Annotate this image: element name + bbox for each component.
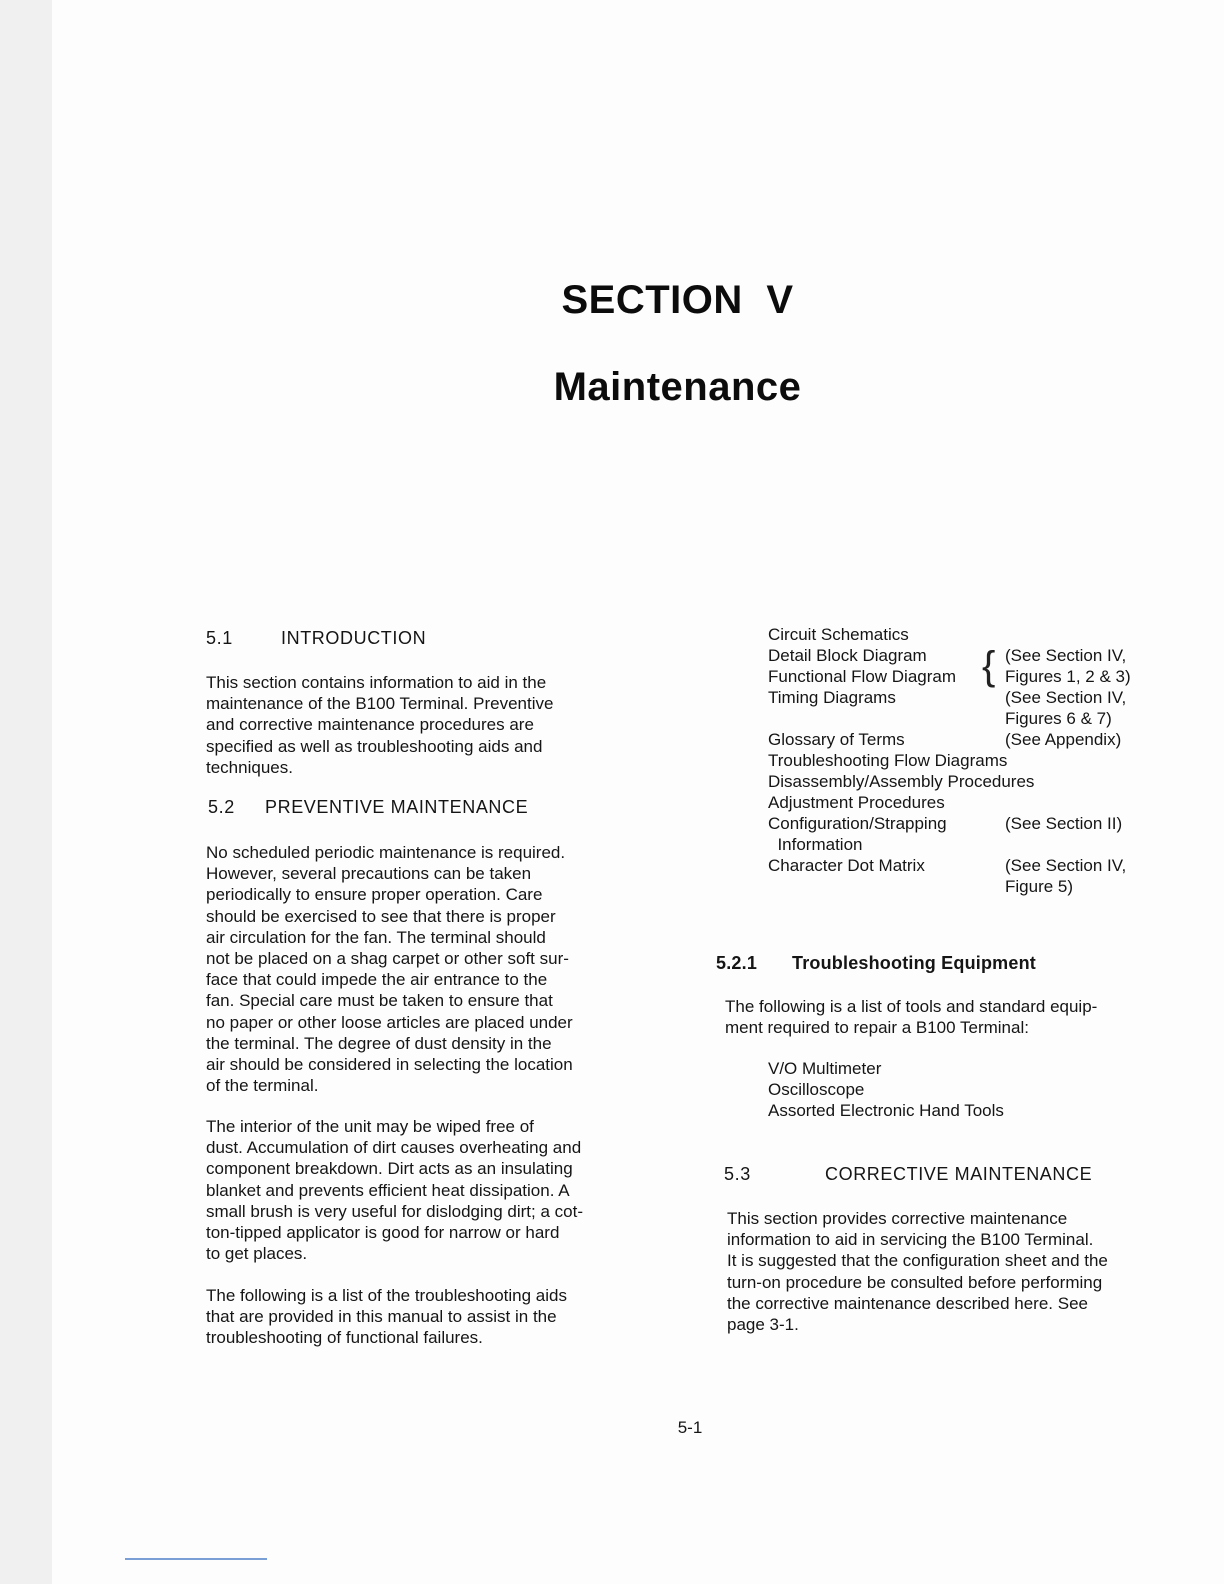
list-item: Adjustment Procedures (768, 793, 945, 812)
scan-margin (0, 0, 52, 1584)
list-item: Oscilloscope (768, 1080, 865, 1099)
tools-list (768, 1058, 1004, 1121)
preventive-paragraph-1: No scheduled periodic maintenance is required. However, several precautions can be taken periodically to ensure proper operation. Care should be exercised to see that there is proper air circulation for the fan. The terminal should not be placed on a shag carpet or other soft sur- face that could impede the air entrance to the fan. Special care must be taken to ensure that no paper or other loose articles are placed under the terminal. The degree of dust density in the air should be considered in selecting the location of the terminal. (206, 843, 573, 1096)
preventive-paragraph-3: The following is a list of the troubleshooting aids that are provided in this manual to assist in the troubleshooting of functional failures. (206, 1286, 567, 1348)
list-item: V/O Multimeter (768, 1059, 882, 1078)
list-item: Configuration/Strapping (See Section II) (768, 814, 1123, 833)
intro-paragraph: This section contains information to aid in the maintenance of the B100 Terminal. Preventive and corrective maintenance procedures are specified as well as troubleshooting aids and techniques. (206, 673, 554, 777)
list-item: Glossary of Terms (See Appendix) (768, 730, 1122, 749)
list-item: Character Dot Matrix (See Section IV, (768, 856, 1127, 875)
section-heading: SECTION V (561, 278, 794, 322)
section-number: 5.3 (724, 1164, 751, 1184)
page-number: 5-1 (677, 1418, 703, 1437)
list-item: Circuit Schematics (768, 625, 909, 644)
section-heading-text: Troubleshooting Equipment (792, 953, 1036, 973)
section-heading-text: CORRECTIVE MAINTENANCE (825, 1164, 1093, 1184)
troubleshooting-aids-list (768, 624, 1168, 897)
brace-icon: { (982, 644, 996, 688)
list-item: Functional Flow Diagram Figures 1, 2 & 3) (768, 667, 1131, 686)
section-heading-text: INTRODUCTION (281, 628, 427, 648)
list-item: Information (768, 835, 863, 854)
preventive-paragraph-2: The interior of the unit may be wiped free of dust. Accumulation of dirt causes overheating and component breakdown. Dirt acts as an insulating blanket and prevents efficient heat dissipation. A small brush is very useful for dislodging dirt; a cot- ton-tipped applicator is good for narrow or hard to get places. (206, 1117, 583, 1264)
section-number: 5.2.1 (716, 953, 758, 973)
list-item: Disassembly/Assembly Procedures (768, 772, 1035, 791)
section-number: 5.2 (208, 797, 235, 817)
list-item: Figure 5) (1005, 877, 1074, 896)
list-item: Assorted Electronic Hand Tools (768, 1101, 1004, 1120)
equipment-paragraph: The following is a list of tools and standard equip- ment required to repair a B100 Terminal: (725, 997, 1098, 1038)
list-item: Detail Block Diagram (See Section IV, (768, 646, 1127, 665)
section-number: 5.1 (206, 628, 233, 648)
list-item: Timing Diagrams (See Section IV, (768, 688, 1127, 707)
scan-mark (125, 1558, 267, 1560)
list-item: Figures 6 & 7) (1005, 709, 1112, 728)
page-title: Maintenance (553, 365, 802, 409)
corrective-paragraph: This section provides corrective maintenance information to aid in servicing the B100 Terminal. It is suggested that the configuration sheet and the turn-on procedure be consulted before performing the corrective maintenance described here. See page 3-1. (727, 1209, 1108, 1335)
list-item: Troubleshooting Flow Diagrams (768, 751, 1008, 770)
section-heading-text: PREVENTIVE MAINTENANCE (265, 797, 529, 817)
